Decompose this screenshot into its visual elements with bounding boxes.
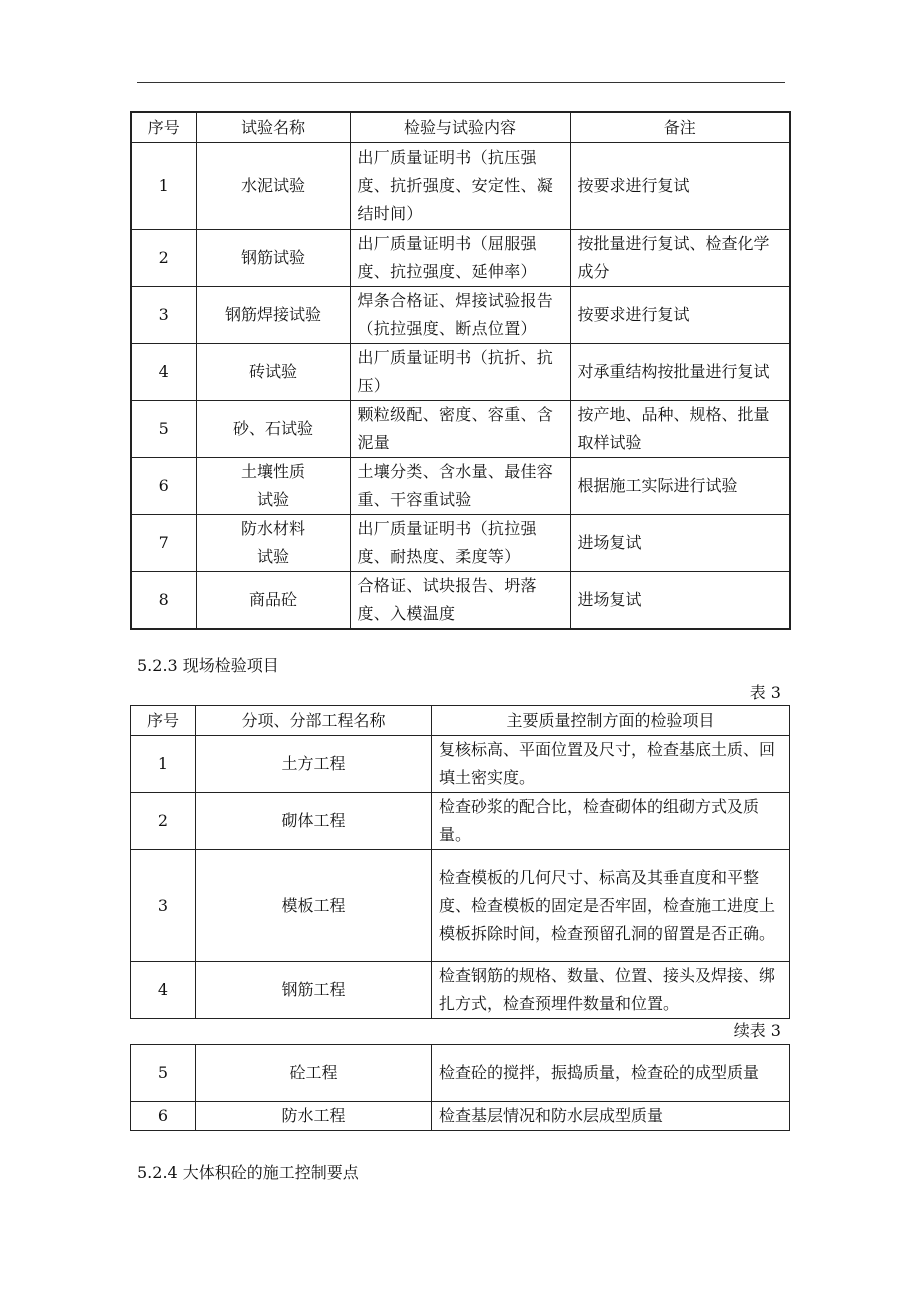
- row-items: 检查砼的搅拌，振捣质量，检查砼的成型质量: [432, 1045, 790, 1102]
- header-no: 序号: [131, 112, 196, 143]
- row-remark: 按批量进行复试、检查化学成分: [570, 230, 790, 287]
- table-row: [131, 736, 790, 793]
- row-name: 砼工程: [196, 1045, 432, 1102]
- row-name: 防水材料试验: [196, 515, 350, 572]
- row-no: 6: [131, 458, 196, 515]
- row-no: 8: [131, 572, 196, 630]
- material-test-table: [130, 111, 791, 630]
- row-content: 合格证、试块报告、坍落度、入模温度: [350, 572, 570, 630]
- table-row: [131, 1045, 790, 1102]
- row-items: 检查钢筋的规格、数量、位置、接头及焊接、绑扎方式，检查预埋件数量和位置。: [432, 962, 790, 1019]
- table-row: [131, 572, 790, 630]
- table-row: [131, 962, 790, 1019]
- row-content: 土壤分类、含水量、最佳容重、干容重试验: [350, 458, 570, 515]
- table-row: [131, 401, 790, 458]
- row-name: 防水工程: [196, 1102, 432, 1131]
- row-content: 出厂质量证明书（抗拉强度、耐热度、柔度等）: [350, 515, 570, 572]
- row-no: 2: [131, 793, 196, 850]
- table-row: [131, 1102, 790, 1131]
- header-no: 序号: [131, 706, 196, 736]
- row-remark: 进场复试: [570, 572, 790, 630]
- row-name: 模板工程: [196, 850, 432, 962]
- header-test-content: 检验与试验内容: [350, 112, 570, 143]
- row-remark: 按要求进行复试: [570, 143, 790, 230]
- header-project-name: 分项、分部工程名称: [196, 706, 432, 736]
- row-remark: 对承重结构按批量进行复试: [570, 344, 790, 401]
- table-row: [131, 230, 790, 287]
- section-heading-5-2-3: 5.2.3 现场检验项目: [137, 656, 279, 675]
- table-row: [131, 793, 790, 850]
- table-header-row: [131, 112, 790, 143]
- row-items: 检查模板的几何尺寸、标高及其垂直度和平整度、检查模板的固定是否牢固，检查施工进度上模板拆除时间，检查预留孔洞的留置是否正确。: [432, 850, 790, 962]
- row-name: 钢筋试验: [196, 230, 350, 287]
- header-inspection-items: 主要质量控制方面的检验项目: [432, 706, 790, 736]
- table-label: 表 3: [749, 683, 781, 702]
- header-rule: [137, 82, 785, 83]
- row-name: 土壤性质试验: [196, 458, 350, 515]
- table-header-row: [131, 706, 790, 736]
- header-test-name: 试验名称: [196, 112, 350, 143]
- row-no: 6: [131, 1102, 196, 1131]
- row-name: 钢筋焊接试验: [196, 287, 350, 344]
- row-no: 3: [131, 850, 196, 962]
- table-row: [131, 143, 790, 230]
- row-items: 复核标高、平面位置及尺寸，检查基底土质、回填土密实度。: [432, 736, 790, 793]
- table-row: [131, 458, 790, 515]
- row-content: 颗粒级配、密度、容重、含泥量: [350, 401, 570, 458]
- row-no: 3: [131, 287, 196, 344]
- row-remark: 按产地、品种、规格、批量取样试验: [570, 401, 790, 458]
- row-no: 4: [131, 962, 196, 1019]
- section-heading-5-2-4: 5.2.4 大体积砼的施工控制要点: [137, 1163, 359, 1182]
- row-name: 土方工程: [196, 736, 432, 793]
- row-name: 商品砼: [196, 572, 350, 630]
- row-no: 1: [131, 736, 196, 793]
- table-row: [131, 287, 790, 344]
- table-row: [131, 344, 790, 401]
- row-remark: 进场复试: [570, 515, 790, 572]
- row-no: 1: [131, 143, 196, 230]
- row-content: 焊条合格证、焊接试验报告（抗拉强度、断点位置）: [350, 287, 570, 344]
- row-no: 7: [131, 515, 196, 572]
- row-no: 5: [131, 1045, 196, 1102]
- row-remark: 根据施工实际进行试验: [570, 458, 790, 515]
- row-no: 2: [131, 230, 196, 287]
- row-no: 5: [131, 401, 196, 458]
- row-name: 水泥试验: [196, 143, 350, 230]
- row-name: 钢筋工程: [196, 962, 432, 1019]
- header-remark: 备注: [570, 112, 790, 143]
- row-content: 出厂质量证明书（抗压强度、抗折强度、安定性、凝结时间）: [350, 143, 570, 230]
- row-items: 检查砂浆的配合比，检查砌体的组砌方式及质量。: [432, 793, 790, 850]
- row-items: 检查基层情况和防水层成型质量: [432, 1102, 790, 1131]
- row-name: 砂、石试验: [196, 401, 350, 458]
- site-inspection-table-continued: [130, 1044, 790, 1131]
- row-no: 4: [131, 344, 196, 401]
- table-row: [131, 515, 790, 572]
- site-inspection-table: [130, 705, 790, 1019]
- row-name: 砌体工程: [196, 793, 432, 850]
- row-content: 出厂质量证明书（抗折、抗压）: [350, 344, 570, 401]
- row-content: 出厂质量证明书（屈服强度、抗拉强度、延伸率）: [350, 230, 570, 287]
- continued-table-label: 续表 3: [733, 1021, 781, 1040]
- row-name: 砖试验: [196, 344, 350, 401]
- table-row: [131, 850, 790, 962]
- row-remark: 按要求进行复试: [570, 287, 790, 344]
